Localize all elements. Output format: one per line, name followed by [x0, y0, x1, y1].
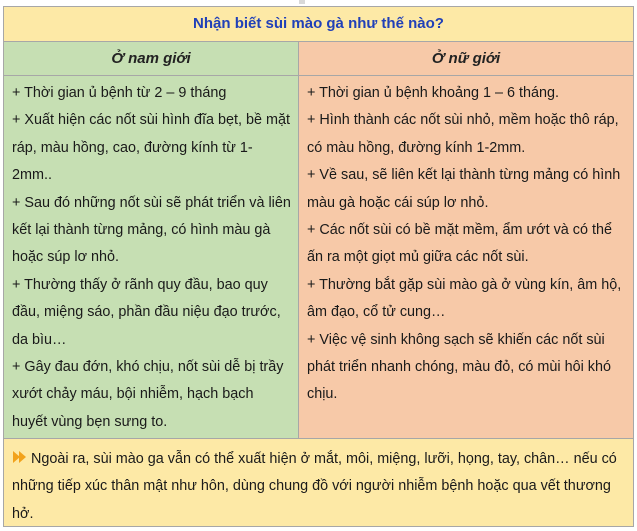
female-item: + Thường bắt gặp sùi mào gà ở vùng kín, âm hộ, âm đạo, cổ tử cung… [307, 276, 622, 321]
female-column [299, 76, 633, 438]
footer-text: Ngoài ra, sùi mào ga vẫn có thể xuất hiện ở mắt, môi, miệng, lưỡi, họng, tay, chân… nếu có những tiếp xúc thân mật như hôn, dùng chung đồ với người nhiễm bệnh hoặc qua vết thương hở. [12, 451, 617, 522]
double-arrow-icon [12, 450, 28, 464]
female-item: + Về sau, sẽ liên kết lại thành từng mảng có hình màu gà hoặc cái súp lơ nhỏ. [307, 167, 621, 211]
female-item: + Việc vệ sinh không sạch sẽ khiến các nốt sùi phát triển nhanh chóng, màu đỏ, có mùi hôi khó chịu. [307, 331, 612, 403]
table-title: Nhận biết sùi mào gà như thế nào? [4, 7, 633, 42]
female-item: + Các nốt sùi có bề mặt mềm, ẩm ướt và có thể ấn ra một giọt mủ giữa các nốt sùi. [307, 222, 613, 266]
male-column [4, 76, 299, 438]
male-item: + Thường thấy ở rãnh quy đầu, bao quy đầu, miệng sáo, phần đầu niệu đạo trước, da bìu… [12, 276, 281, 348]
male-item: + Thời gian ủ bệnh từ 2 – 9 tháng [12, 85, 227, 101]
female-item: + Hình thành các nốt sùi nhỏ, mềm hoặc thô ráp, có màu hồng, đường kính 1-2mm. [307, 112, 619, 156]
male-item: + Sau đó những nốt sùi sẽ phát triển và liên kết lại thành từng mảng, có hình màu gà hoặc súp lơ nhỏ. [12, 194, 291, 266]
female-column-header: Ở nữ giới [299, 42, 633, 76]
male-column-header: Ở nam giới [4, 42, 299, 76]
male-item: + Xuất hiện các nốt sùi hình đĩa bẹt, bề mặt ráp, màu hồng, cao, đường kính từ 1-2mm.. [12, 112, 291, 184]
footer-note [4, 438, 633, 526]
female-item: + Thời gian ủ bệnh khoảng 1 – 6 tháng. [307, 85, 560, 101]
top-mark [299, 0, 305, 4]
male-item: + Gây đau đớn, khó chịu, nốt sùi dễ bị trầy xướt chảy máu, bội nhiễm, hạch bạch huyết vùng bẹn sưng to. [12, 359, 284, 430]
comparison-table [3, 6, 634, 527]
